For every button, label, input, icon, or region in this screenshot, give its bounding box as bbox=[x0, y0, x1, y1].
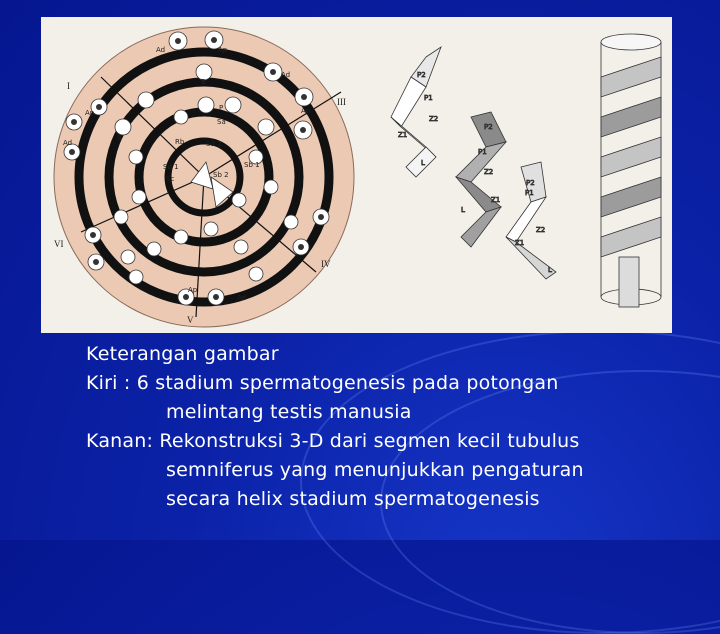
stage-label-III: III bbox=[337, 97, 346, 107]
cell-label: Ad bbox=[237, 294, 247, 302]
figure-image bbox=[41, 17, 672, 333]
cell-label: P bbox=[219, 104, 224, 112]
helix1-label: Z1 bbox=[398, 131, 408, 139]
helix2-label: Z2 bbox=[484, 168, 494, 176]
cell-label: Sd 1 bbox=[163, 163, 179, 171]
helix1-label: Z2 bbox=[429, 115, 439, 123]
stage-label-VI: VI bbox=[54, 239, 64, 249]
cell-label: Sc bbox=[166, 175, 175, 183]
helix1-label: L bbox=[421, 159, 425, 167]
cell-label: Sd 2 bbox=[206, 140, 222, 148]
figure-drawing bbox=[41, 17, 672, 333]
caption-left-line2: melintang testis manusia bbox=[166, 401, 412, 423]
caption-right-line3: secara helix stadium spermatogenesis bbox=[166, 488, 540, 510]
cell-label: Ad bbox=[156, 46, 166, 54]
helix2-label: Z1 bbox=[491, 196, 501, 204]
helix2-label: P2 bbox=[484, 123, 493, 131]
caption-title: Keterangan gambar bbox=[86, 343, 279, 365]
cell-label: Ad bbox=[281, 71, 291, 79]
cell-label: Sb 2 bbox=[213, 171, 229, 179]
cell-label: Ad bbox=[63, 139, 73, 147]
stage-label-IV: IV bbox=[321, 259, 331, 269]
caption-right-line2: semniferus yang menunjukkan pengaturan bbox=[166, 459, 584, 481]
cell-label: Ap bbox=[301, 107, 311, 115]
helix1-label: P1 bbox=[424, 94, 433, 102]
helix2-label: L bbox=[461, 206, 465, 214]
testis-cross-section bbox=[54, 27, 354, 327]
helix3-label: Z1 bbox=[515, 239, 525, 247]
cell-label: Rb bbox=[175, 138, 185, 146]
cell-label: Sb 1 bbox=[244, 161, 260, 169]
cell-label: Ap bbox=[188, 286, 198, 294]
helix3-label: P2 bbox=[526, 179, 535, 187]
cell-label: Ap bbox=[218, 46, 228, 54]
helix3-label: Z2 bbox=[536, 226, 546, 234]
caption-left-line1: Kiri : 6 stadium spermatogenesis pada potongan bbox=[86, 372, 559, 394]
cell-label: Ap bbox=[85, 109, 95, 117]
cell-label: B bbox=[201, 78, 206, 86]
helix3-label: L bbox=[548, 266, 552, 274]
cell-label: B bbox=[117, 134, 122, 142]
helix3-label: P1 bbox=[525, 189, 534, 197]
caption-right-line1: Kanan: Rekonstruksi 3-D dari segmen kecil tubulus bbox=[86, 430, 580, 452]
stage-label-V: V bbox=[187, 315, 194, 325]
stage-label-I: I bbox=[67, 81, 70, 91]
cell-label: Sa bbox=[217, 118, 226, 126]
figure-caption bbox=[86, 340, 706, 514]
helix2-label: P1 bbox=[478, 148, 487, 156]
helix1-label: P2 bbox=[417, 71, 426, 79]
helix-reconstruction bbox=[391, 34, 661, 307]
